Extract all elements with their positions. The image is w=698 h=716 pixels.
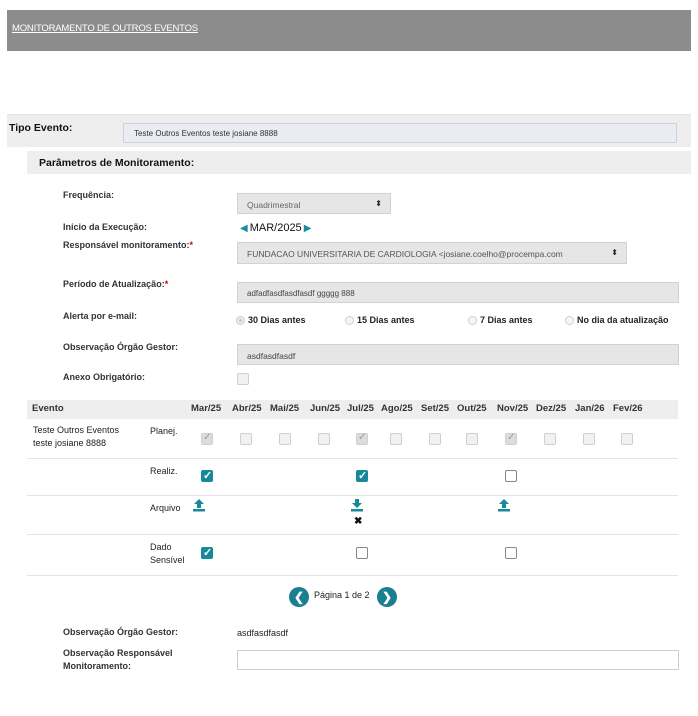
anexo-label: Anexo Obrigatório: <box>63 372 146 382</box>
grid-header-month: Jan/26 <box>575 403 605 414</box>
title-bar <box>7 10 691 51</box>
alerta-option-label: 7 Dias antes <box>480 315 533 325</box>
alerta-option-label: No dia da atualização <box>577 315 669 325</box>
responsavel-label <box>63 240 193 250</box>
obs-resp-textarea[interactable] <box>237 650 679 670</box>
grid-header-month: Set/25 <box>421 403 449 414</box>
realiz-checkbox[interactable] <box>356 470 368 482</box>
upload-icon[interactable] <box>497 499 511 512</box>
download-icon[interactable] <box>350 499 364 512</box>
parametros-header <box>27 151 691 174</box>
grid-header <box>27 400 678 419</box>
arquivo-label: Arquivo <box>150 503 181 513</box>
tipo-evento-row <box>7 114 691 147</box>
grid-header-month: Jun/25 <box>310 403 341 414</box>
planej-checkbox <box>279 433 291 445</box>
responsavel-select[interactable] <box>237 242 627 264</box>
month-navigator <box>240 222 311 234</box>
frequencia-label: Frequência: <box>63 190 115 200</box>
planej-checkbox <box>356 433 368 445</box>
alerta-option-30[interactable] <box>236 315 306 325</box>
footer-obs-resp-label: Observação Responsável Monitoramento: <box>63 648 173 671</box>
alerta-option-15[interactable] <box>345 315 415 325</box>
anexo-checkbox[interactable] <box>237 373 249 385</box>
footer-obs-orgao-label: Observação Órgão Gestor: <box>63 627 179 637</box>
planej-checkbox <box>390 433 402 445</box>
dado-sensivel-checkbox[interactable] <box>356 547 368 559</box>
alerta-option-dia[interactable] <box>565 315 669 325</box>
grid-header-evento: Evento <box>32 403 64 414</box>
planej-checkbox <box>544 433 556 445</box>
alerta-option-label: 15 Dias antes <box>357 315 415 325</box>
grid-header-month: Dez/25 <box>536 403 567 414</box>
planej-checkbox <box>621 433 633 445</box>
planej-checkbox <box>429 433 441 445</box>
event-name: Teste Outros Eventos teste josiane 8888 <box>33 425 120 448</box>
prev-page-button[interactable]: ❮ <box>289 587 309 607</box>
select-arrows-icon: ⬍ <box>375 199 382 208</box>
dado-sensivel-checkbox[interactable] <box>505 547 517 559</box>
row-divider <box>27 534 678 535</box>
realiz-label: Realiz. <box>150 466 178 476</box>
alerta-option-7[interactable] <box>468 315 533 325</box>
inicio-label: Início da Execução: <box>63 222 148 232</box>
dado-sensivel-checkbox[interactable] <box>201 547 213 559</box>
radio-icon <box>236 316 245 325</box>
upload-icon[interactable] <box>192 499 206 512</box>
grid-header-month: Out/25 <box>457 403 487 414</box>
next-month-icon[interactable]: ▶ <box>303 222 312 234</box>
obs-orgao-label: Observação Órgão Gestor: <box>63 342 179 352</box>
grid-header-month: Ago/25 <box>381 403 413 414</box>
prev-month-icon[interactable]: ◀ <box>240 222 248 234</box>
obs-orgao-input[interactable]: asdfasdfasdf <box>237 344 679 365</box>
periodo-label <box>63 279 168 289</box>
page-title-link[interactable]: MONITORAMENTO DE OUTROS EVENTOS <box>12 23 198 34</box>
pager-text: Página 1 de 2 <box>314 590 370 600</box>
alerta-label: Alerta por e-mail: <box>63 311 138 321</box>
frequencia-value: Quadrimestral <box>247 200 301 210</box>
required-mark: * <box>189 240 194 250</box>
periodo-label-text: Período de Atualização: <box>63 279 165 289</box>
radio-icon <box>345 316 354 325</box>
responsavel-label-text: Responsável monitoramento: <box>63 240 190 250</box>
grid-header-month: Abr/25 <box>232 403 262 414</box>
radio-icon <box>468 316 477 325</box>
grid-header-month: Jul/25 <box>347 403 374 414</box>
radio-icon <box>565 316 574 325</box>
planej-checkbox <box>240 433 252 445</box>
tipo-evento-label: Tipo Evento: <box>9 122 73 134</box>
footer-obs-orgao-value: asdfasdfasdf <box>237 628 289 638</box>
planej-checkbox <box>505 433 517 445</box>
select-arrows-icon: ⬍ <box>611 248 618 257</box>
inicio-value: MAR/2025 <box>249 222 302 234</box>
realiz-checkbox[interactable] <box>505 470 517 482</box>
parametros-title: Parâmetros de Monitoramento: <box>39 157 195 169</box>
next-page-button[interactable]: ❯ <box>377 587 397 607</box>
grid-header-month: Fev/26 <box>613 403 643 414</box>
grid-header-month: Mai/25 <box>270 403 300 414</box>
grid-header-month: Mar/25 <box>191 403 222 414</box>
grid-header-month: Nov/25 <box>497 403 529 414</box>
realiz-checkbox[interactable] <box>201 470 213 482</box>
row-divider <box>27 495 678 496</box>
periodo-input[interactable]: adfadfasdfasdfasdf ggggg 888 <box>237 282 679 303</box>
alerta-option-label: 30 Dias antes <box>248 315 306 325</box>
planej-checkbox <box>318 433 330 445</box>
row-divider <box>27 575 678 576</box>
tipo-evento-field: Teste Outros Eventos teste josiane 8888 <box>123 123 677 143</box>
responsavel-value: FUNDACAO UNIVERSITARIA DE CARDIOLOGIA <josiane.coelho@procempa.com <box>247 249 563 259</box>
frequencia-select[interactable] <box>237 193 391 214</box>
planej-checkbox <box>201 433 213 445</box>
planej-checkbox <box>583 433 595 445</box>
row-divider <box>27 458 678 459</box>
dado-label: Dado Sensível <box>150 542 185 565</box>
planej-checkbox <box>466 433 478 445</box>
delete-file-icon[interactable]: ✖ <box>354 516 363 527</box>
planej-label: Planej. <box>150 426 178 436</box>
required-mark: * <box>164 279 169 289</box>
